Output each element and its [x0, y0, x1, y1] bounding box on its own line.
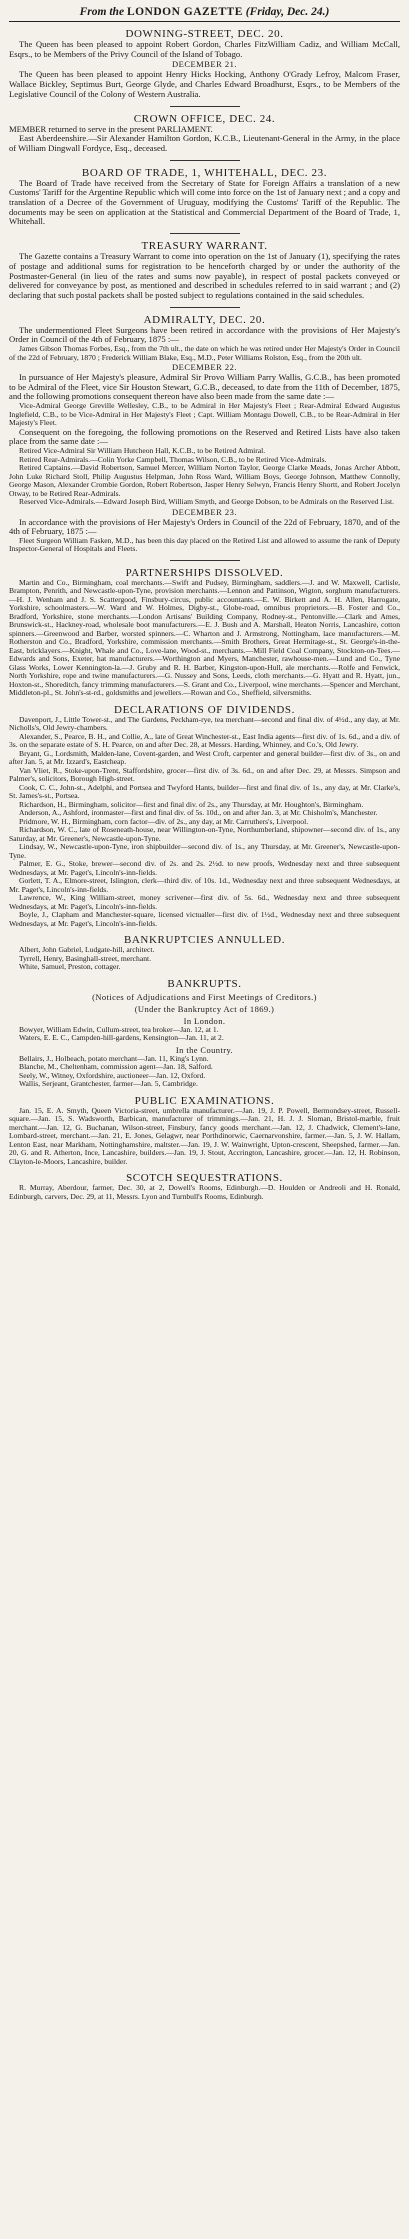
section-crown-office: [9, 113, 400, 154]
section-heading: DOWNING-STREET, DEC. 20.: [125, 28, 284, 40]
dateline: DECEMBER 23.: [171, 506, 238, 517]
section-heading: BANKRUPTS.: [167, 977, 242, 990]
paragraph: Seely, W., Witney, Oxfordshire, auctioneer—Jan. 12, Oxford.: [19, 1070, 206, 1080]
divider: [170, 560, 240, 561]
section-heading: SCOTCH SEQUESTRATIONS.: [126, 1172, 283, 1185]
dateline: DECEMBER 22.: [171, 362, 238, 373]
subheading: (Notices of Adjudications and First Meetings of Creditors.): [92, 991, 317, 1002]
section-board-of-trade: [9, 167, 400, 228]
paragraph: Albert, John Gabriel, Ludgate-hill, architect.: [19, 945, 155, 955]
subheading: In the Country.: [175, 1044, 234, 1055]
paragraph: Cook, C. C., John-st., Adelphi, and Portsea and Twyford Hants, builder—first and final div. of 1s., any day, at Mr. Clarke's, St. James's-st., Portsea.: [9, 782, 400, 801]
section-heading: ADMIRALTY, DEC. 20.: [143, 313, 266, 326]
paragraph: The undermentioned Fleet Surgeons have been retired in accordance with the provisions of Her Majesty's Order in Council of the 4th of February, 1875 :—: [9, 324, 400, 345]
paragraph: Richardson, H., Birmingham, solicitor—first and final div. of 2s., any Thursday, at Mr. Houghton's, Birmingham.: [19, 799, 364, 809]
paragraph: Van Vliet, R., Stoke-upon-Trent, Staffordshire, grocer—first div. of 3s. 6d., on and after Dec. 29, at Messrs. Simpson and Palmer's, solicitors, Borough High-street.: [9, 765, 400, 784]
section-heading: CROWN OFFICE, DEC. 24.: [133, 112, 276, 125]
divider: [170, 106, 240, 107]
paragraph: Vice-Admiral George Greville Wellesley, C.B., to be Admiral in Her Majesty's Fleet ; Rear-Admiral Edward Augustus Inglefield, C.B., to be Vice-Admiral in Her Majesty's Fleet ; Capt. William Montagu Dowell, C.B., to be Rear-Admiral in Her Majesty's Fleet.: [9, 401, 400, 428]
paragraph: Palmer, E. G., Stoke, brewer—second div. of 2s. and 2s. 2½d. to new proofs, Wednesday next and three subsequent Wednesdays, at Mr. Paget's, Lincoln's-inn-fields.: [9, 859, 400, 877]
paragraph: Consequent on the foregoing, the following promotions on the Reserved and Retired Lists have also taken place from the same date :—: [9, 426, 400, 447]
section-treasury-warrant: [9, 240, 400, 301]
subheading: (Under the Bankruptcy Act of 1869.): [134, 1003, 275, 1014]
paragraph: Pridmore, W. H., Birmingham, corn factor—div. of 2s., any day, at Mr. Carruthers's, Liverpool.: [19, 816, 309, 826]
paragraph: Gorlett, T. A., Elmore-street, Islington, clerk—third div. of 10s. 1d., Wednesday next and three subsequent Wednesdays, at Mr. Paget's, Lincoln's-inn-fields.: [9, 876, 400, 894]
paragraph: Anderson, A., Ashford, ironmaster—first and final div. of 5s. 10d., on and after Jan. 3, at Mr. Chisholm's, Manchester.: [19, 808, 378, 818]
divider: [170, 307, 240, 308]
masthead-prefix: From the: [79, 6, 125, 18]
paragraph: Reserved Vice-Admirals.—Edward Joseph Bird, William Smyth, and George Dobson, to be Admirals on the Reserved List.: [19, 497, 395, 507]
paragraph: The Queen has been pleased to appoint Henry Hicks Hocking, Anthony O'Grady Lefroy, Malcom Fraser, Wallace Bickley, Septimus Burt, George Glyde, and Charles Edward Broadhurst, Esqrs., to be Members of the Legislative Council of the Colony of Western Australia.: [9, 69, 400, 99]
paragraph: The Queen has been pleased to appoint Robert Gordon, Charles FitzWilliam Cadiz, and William McCall, Esqrs., to be Members of the Privy Council of the Island of Tobago.: [9, 39, 400, 59]
section-scotch-sequestrations: [9, 1172, 400, 1201]
section-public-examinations: [9, 1095, 400, 1167]
paragraph: Retired Captains.—David Robertson, Samuel Mercer, William Norton Taylor, George Clarke Meads, Jonas Archer Abbott, John Luke Richard Stoll, Philip Augustus Helpman, John Ross Ward, William Boys, George Johnson, Matthew Connolly, George Mason, Alexander Crombie Gordon, Robert Robertson, Jasper Henry Selwyn, Francis Henry Shortt, and Robert Jocelyn Otway, to be Retired Rear-Admirals.: [9, 463, 400, 498]
section-heading: TREASURY WARRANT.: [141, 240, 268, 253]
section-heading: PARTNERSHIPS DISSOLVED.: [125, 566, 284, 579]
paragraph: Wallis, Serjeant, Grantchester, farmer—Jan. 5, Cambridge.: [19, 1079, 198, 1089]
masthead: [9, 4, 400, 22]
dateline: DECEMBER 21.: [171, 59, 238, 70]
paragraph: Martin and Co., Birmingham, coal merchants.—Swift and Pudsey, Birmingham, saddlers.—J. and W. Maxwell, Carlisle, Brampton, Penrith, and Newcastle-upon-Tyne, provision merchants.—Lennon and Pattinson, Wigton, sorghum manufacturers.—H. J. Wenham and J. S. Scattergood, Finsbury-circus, public accountants.—E. W. Birkett and A. H. Allen, Harrogate, Yorkshire, schoolmasters.—W. Ward and W. Holmes, Digby-st., Globe-road, omnibus proprietors.—B. Foster and Co., Bradford, Yorkshire, stone merchants.—London Artisans' Building Company, Rodney-st., Pentonville.—Clark and Ames, Brunswick-st., Hackney-road, wholesale boot manufacturers.—E. J. Bush and A. Marshall, Heaton Norris, Lancashire, cotton spinners.—Greenwood and Barber, worsted spinners.—C. Wharton and J. Armstrong, Nottingham, lace manufacturers.—M. Rotherston and Co., Bradford, Yorkshire, commission merchants.—Smith Brothers, Great Hermitage-st., St. George's-in-the-East, bricklayers.—Knight, Whale and Co., Love-lane, Wood-st., merchants.—Mill Field Coal Company, Stockton-on-Tees.—Edwards and Sons, Exeter, hat manufacturers.—Worthington and Myers, Manchester, rawhouse-men.—Lund and Co., Tyne Glass Works, Lower Kennington-la.—J. Gruby and R. H. Barber, Kingston-upon-Hull, ale merchants.—Rolfe and Fenwick, North Yorkshire, rope and twine manufacturers.—G. Nussey and Sons, Leeds, cloth merchants.—G. Hyatt and R. Hyatt, jun., Hoxton-st., Shoreditch, fancy trimming manufacturers.—S. Grant and Co., Liverpool, wine merchants.—Spencer and Merchant, Middleton-pl., St. John's-st-rd., goldsmiths and jewellers.—Rowan and Co., Sheffield, silversmiths.: [9, 577, 400, 698]
paragraph: R. Murray, Aberdour, farmer, Dec. 30, at 2, Dowell's Rooms, Edinburgh.—D. Houlden or Andreoli and H. Ronald, Edinburgh, carvers, Dec. 29, at 11, Messrs. Lyon and Turnbull's Rooms, Edinburgh.: [9, 1183, 400, 1201]
paragraph: Bowyer, William Edwin, Cullum-street, tea broker—Jan. 12, at 1.: [19, 1024, 219, 1034]
paragraph: Jan. 15, E. A. Smyth, Queen Victoria-street, umbrella manufacturer.—Jan. 19, J. P. Powell, Bermondsey-street, Russell-square.—Jan. 15, S. Wadsworth, Barbican, manufacturer of trimmings.—Jan. 21, H. J. J. Sloman, Bristol-marble, fruit merchant.—Jan. 12, G. Buchanan, Wilson-street, Finsbury, fancy goods merchant.—Jan. 12, J. Chadwick, Clement's-lane, Lombard-street, merchant.—Jan. 21, E. Jones, Gelagwr, near Porthdinorwic, Caernarvonshire, farmer.—Jan. 5, J. W. Hallam, Lenton East, near Markham, Nottinghamshire, maltster.—Jan. 19, J. W. Wainwright, Upton-crescent, Sheepshed, farmer.—Jan. 20, G. and R. Atherton, Ince, Lancashire, builders.—Jan. 19, J. Stout, Accrington, Lancashire, grocer.—Jan. 12, H. Robinson, Clayton-le-Moors, Lancashire, builder.: [9, 1105, 400, 1166]
paragraph: Waters, E. E. C., Campden-hill-gardens, Kensington—Jan. 11, at 2.: [19, 1033, 224, 1043]
paragraph: The Gazette contains a Treasury Warrant to come into operation on the 1st of January (1), specifying the rates of postage and additional sums for registration to be henceforth charged by or under the authority of the Postmaster-General (in lieu of the rates and sums now payable), in respect of postal packets conveyed or delivered for conveyance by post, as mentioned and described in schedules referred to in said warrant ; and (2) declaring that such postal packets shall be posted subject to regulations contained in the said schedules.: [9, 251, 400, 300]
paragraph: Blanche, M., Cheltenham, commission agent—Jan. 18, Salford.: [19, 1062, 213, 1072]
masthead-issue: (Friday, Dec. 24.): [245, 6, 330, 18]
paragraph: White, Samuel, Preston, cottager.: [19, 962, 121, 972]
paragraph: In accordance with the provisions of Her Majesty's Orders in Council of the 22d of February, 1870, and of the 4th of February, 1875 :—: [9, 516, 400, 537]
paragraph: Richardson, W. C., late of Roseneath-house, near Willington-on-Tyne, Northumberland, shipowner—second div. of 1s., any Saturday, at Mr. Greener's, Newcastle-upon-Tyne.: [9, 825, 400, 843]
section-downing-street: [9, 28, 400, 100]
paragraph: Alexander, S., Pearce, B. H., and Collie, A., late of Great Winchester-st., East India agents—first div. of 1s. 6d., and a div. of 3s. on the separate estate of S. H. Pearce, on and after Dec. 28, at Messrs. Harding, Whinney, and Co.'s, Old Jewry.: [9, 731, 400, 750]
paragraph: East Aberdeenshire.—Sir Alexander Hamilton Gordon, K.C.B., Lieutenant-General in the Army, in the place of William Dingwall Fordyce, Esq., deceased.: [9, 133, 400, 153]
paragraph: MEMBER returned to serve in the present PARLIAMENT.: [9, 123, 213, 134]
paragraph: Bellairs, J., Holbeach, potato merchant—Jan. 11, King's Lynn.: [19, 1053, 209, 1063]
paragraph: Fleet Surgeon William Fasken, M.D., has been this day placed on the Retired List and allowed to assume the rank of Deputy Inspector-General of Hospitals and Fleets.: [9, 535, 400, 554]
section-heading: BOARD OF TRADE, 1, WHITEHALL, DEC. 23.: [81, 166, 328, 179]
section-heading: DECLARATIONS OF DIVIDENDS.: [114, 703, 295, 716]
section-partnerships: [9, 567, 400, 698]
paragraph: The Board of Trade have received from the Secretary of State for Foreign Affairs a translation of a new Customs' Tariff for the Argentine Republic which will come into force on the 1st of January next ; and a copy and translation of a Decree of the Government of Uruguay, modifying the Customs' Tariff of the Republic. The documents may be seen on application at the Statistical and Commercial Department of the Board of Trade, 1, Whitehall.: [9, 177, 400, 227]
paragraph: Tyrrell, Henry, Basinghall-street, merchant.: [19, 953, 152, 963]
paragraph: Davenport, J., Little Tower-st., and The Gardens, Peckham-rye, tea merchant—second and final div. of 4½d., any day, at Mr. Nicholls's, Old Jewry-chambers.: [9, 714, 400, 733]
subheading: In London.: [183, 1015, 226, 1026]
divider: [170, 233, 240, 234]
paragraph: James Gibson Thomas Forbes, Esq., from the 7th ult., the date on which he was retired under Her Majesty's Order in Council of the 22d of February, 1870 ; Frederick William Blake, Esq., M.D., Peter Williams Rolston, Esq., from the 20th ult.: [9, 344, 400, 362]
paragraph: In pursuance of Her Majesty's pleasure, Admiral Sir Provo William Parry Wallis, G.C.B., has been promoted to be Admiral of the Fleet, vice Sir Houston Stewart, G.C.B., deceased, to date from the 11th of December, 1875, and the following promotions consequent thereon have also been made from the same date :—: [9, 372, 400, 402]
paragraph: Bryant, G., Lordsmith, Malden-lane, Covent-garden, and West Croft, carpenter and general builder—first div. of 3s., on and after Jan. 5, at Mr. Izzard's, Eastcheap.: [9, 748, 400, 767]
paragraph: Lindsay, W., Newcastle-upon-Tyne, iron shipbuilder—second div. of 1s., any Thursday, at Mr. Greener's, Newcastle-upon-Tyne.: [9, 842, 400, 860]
section-bankrupts: [9, 978, 400, 1089]
section-bankruptcies-annulled: [9, 934, 400, 972]
paragraph: Retired Rear-Admirals.—Colin Yorke Campbell, Thomas Wilson, C.B., to be Retired Vice-Admirals.: [19, 454, 327, 464]
masthead-paper: LONDON GAZETTE: [126, 6, 243, 18]
paragraph: Lawrence, W., King William-street, money scrivener—first div. of 5s. 6d., Wednesday next and three subsequent Wednesdays, at Mr. Paget's, Lincoln's-inn-fields.: [9, 893, 400, 911]
section-heading: BANKRUPTCIES ANNULLED.: [123, 934, 286, 947]
section-admiralty: [9, 314, 400, 554]
divider: [170, 160, 240, 161]
section-heading: PUBLIC EXAMINATIONS.: [134, 1094, 275, 1107]
paragraph: Retired Vice-Admiral Sir William Hutcheon Hall, K.C.B., to be Retired Admiral.: [19, 446, 266, 456]
paragraph: Boyle, J., Clapham and Manchester-square, licensed victualler—first div. of 1½d., Wednesday next and three subsequent Wednesdays, at Mr. Paget's, Lincoln's-inn-fields.: [9, 910, 400, 928]
section-dividends: [9, 704, 400, 929]
